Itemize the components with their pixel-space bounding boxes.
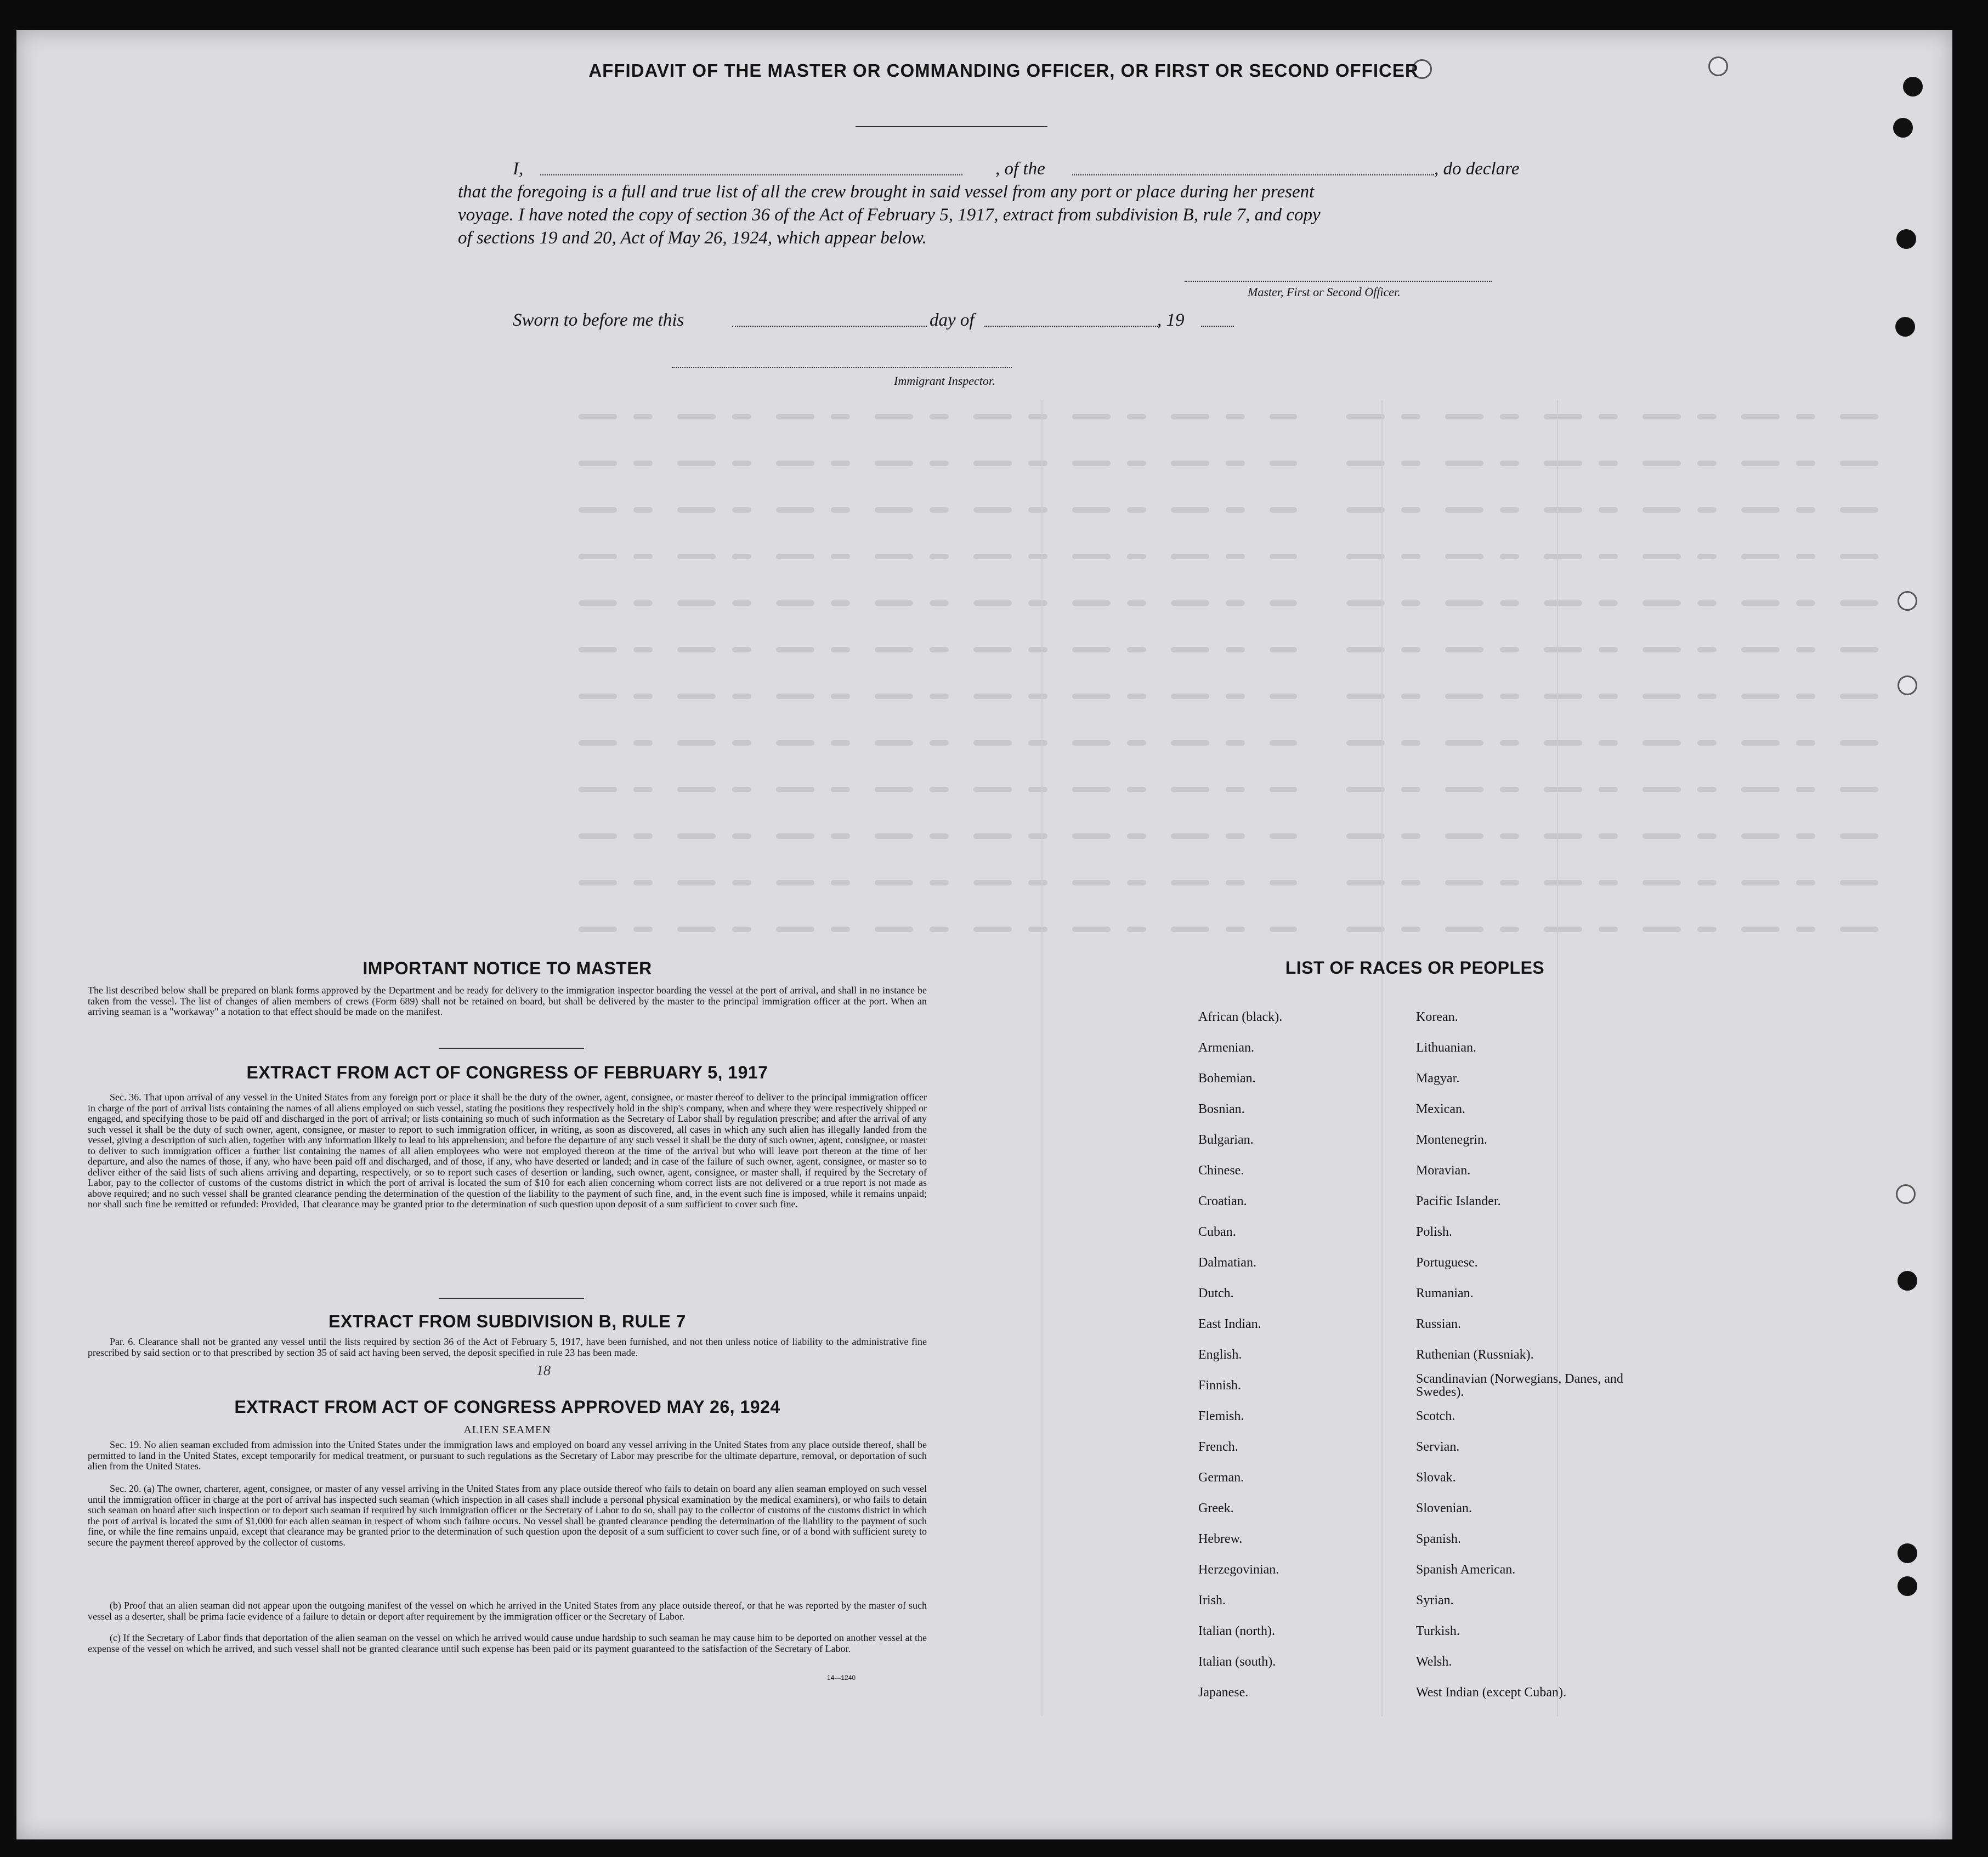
punch-hole-icon — [1893, 118, 1913, 138]
race-item: Spanish. — [1416, 1532, 1462, 1546]
race-item: Hebrew. — [1198, 1532, 1243, 1546]
punch-hole-icon — [1898, 591, 1917, 611]
race-item: Cuban. — [1198, 1225, 1236, 1239]
notice-title: IMPORTANT NOTICE TO MASTER — [363, 958, 652, 978]
race-item: African (black). — [1198, 1010, 1283, 1024]
race-item: Welsh. — [1416, 1655, 1452, 1669]
sworn-line — [513, 309, 1281, 332]
race-item: Mexican. — [1416, 1102, 1465, 1116]
race-item: Bulgarian. — [1198, 1133, 1254, 1147]
affidavit-of-the: , of the — [995, 159, 1045, 179]
sworn-year-field[interactable] — [1201, 325, 1234, 327]
punch-hole-icon — [1896, 1184, 1916, 1204]
punch-hole-icon — [1895, 317, 1915, 337]
race-item: Moravian. — [1416, 1163, 1471, 1178]
act-1917-divider — [439, 1298, 584, 1299]
act-1924-sec19: Sec. 19. No alien seaman excluded from admission into the United States under the immigration laws and employed on board any vessel arriving in the United States from any place outside thereof, shall be permitted to land in the United States, except temporarily for medical treatment, or pursuant to such regulations as the Secretary of Labor may prescribe for the ultimate departure, removal, or deportation of such alien from the United States. — [88, 1439, 927, 1472]
affidavit-title: AFFIDAVIT OF THE MASTER OR COMMANDING OFFICER, OR FIRST OR SECOND OFFICER — [588, 60, 1419, 81]
race-item: Polish. — [1416, 1225, 1453, 1239]
master-signature-label: Master, First or Second Officer. — [1248, 285, 1401, 299]
race-item: Chinese. — [1198, 1163, 1244, 1178]
act-1924-sec20a: Sec. 20. (a) The owner, charterer, agent, consignee, or master of any vessel arriving in the United States from any place outside thereof who fails to detain on board any alien seaman employed on such vessel until the immigration officer in charge at the port of arrival has inspected such seaman (which inspection in all cases shall include a personal physical examination by the medical examiners), or who fails to detain such seaman on board after such inspection or to deport such seaman if required by such immigration officer or the Secretary of Labor to do so, shall pay to the collector of customs of the customs district in which the port of arrival is located the sum of $1,000 for each alien seaman in respect of whom such failure occurs. No vessel shall be granted clearance pending the determination of the liability to the payment of such fine, or while the fine remains unpaid, except that clearance may be granted prior to the determination of such question upon the deposit of a sum sufficient to cover such fine, or of a bond with sufficient surety to secure the payment thereof approved by the collector of customs. — [88, 1483, 927, 1548]
race-item: Flemish. — [1198, 1409, 1244, 1423]
race-item: Dutch. — [1198, 1286, 1234, 1301]
rule7-text: Par. 6. Clearance shall not be granted any vessel until the lists required by section 36 of the Act of February 5, 1917, have been furnished, and not then unless notice of liability to the administrative fine prescribed by said section or to that prescribed by section 35 of said act having been served, the deposit specified in rule 23 has been made. — [88, 1336, 927, 1358]
sworn-day-field[interactable] — [732, 325, 927, 327]
race-item: Spanish American. — [1416, 1563, 1516, 1577]
race-item: Syrian. — [1416, 1593, 1454, 1608]
sworn-prefix: Sworn to before me this — [513, 310, 684, 330]
form-number: 14—1240 — [827, 1674, 856, 1682]
race-item: Japanese. — [1198, 1685, 1249, 1700]
race-item: East Indian. — [1198, 1317, 1261, 1331]
race-item: Scotch. — [1416, 1409, 1455, 1423]
race-item: West Indian (except Cuban). — [1416, 1685, 1566, 1700]
punch-hole-icon — [1708, 56, 1728, 76]
race-item: Bohemian. — [1198, 1071, 1256, 1086]
race-item: Pacific Islander. — [1416, 1194, 1501, 1208]
race-item: Servian. — [1416, 1440, 1460, 1454]
sworn-month-field[interactable] — [984, 325, 1160, 327]
notice-divider — [439, 1048, 584, 1049]
inspector-signature-field[interactable] — [672, 366, 1012, 368]
race-item: Irish. — [1198, 1593, 1226, 1608]
race-item: Ruthenian (Russniak). — [1416, 1348, 1534, 1362]
sworn-year: , 19 — [1157, 310, 1185, 330]
declarant-name-field[interactable] — [540, 174, 962, 175]
title-underline — [856, 126, 1047, 127]
act-1917-text: Sec. 36. That upon arrival of any vessel in the United States from any foreign port or place it shall be the duty of the owner, agent, consignee, or master thereof to deliver to the principal immigration officer in charge of the port of arrival lists containing the names of all aliens employed on such vessel, stating the positions they respectively hold in the ship's company, when and where they were respectively shipped or engaged, and specifying those to be paid off and discharged in the port of arrival; or lists containing so much of such information as the Secretary of Labor shall by regulation prescribe; and after the arrival of any such vessel it shall be the duty of such owner, agent, consignee, or master to report to such immigration officer, in writing, as soon as discovered, all cases in which any such alien has illegally landed from the vessel, giving a description of such alien, together with any information likely to lead to his apprehension; and before the departure of any such vessel it shall be the duty of such owner, agent, consignee, or master to deliver to such immigration officer a further list containing the names of all alien employees who were not employed thereon at the time of the arrival but who will leave port thereon at the time of her departure, and also the names of those, if any, who have been paid off and discharged, and of those, if any, who have deserted or landed; and in case of the failure of such owner, agent, consignee, or master so to deliver either of the said lists of such aliens arriving and departing, respectively, or so to report such cases of desertion or landing, such owner, agent, consignee, or master shall, if required by the Secretary of Labor, pay to the collector of customs of the customs district in which the port of arrival is located the sum of $10 for each alien concerning whom correct lists are not delivered or a true report is not made as above required; and no such vessel shall be granted clearance pending the determination of the question of the liability to the payment of such fine, and, in the event such fine is imposed, while it remains unpaid; nor shall such fine be remitted or refunded: Provided, That clearance may be granted prior to the determination of such question upon deposit of a sum sufficient to cover such fine. — [88, 1092, 927, 1209]
master-signature-field[interactable] — [1185, 280, 1492, 282]
race-item: English. — [1198, 1348, 1242, 1362]
race-item: Turkish. — [1416, 1624, 1460, 1638]
punch-hole-icon — [1898, 1271, 1917, 1291]
race-item: Korean. — [1416, 1010, 1458, 1024]
affidavit-line-4: of sections 19 and 20, Act of May 26, 1924, which appear below. — [458, 228, 927, 248]
race-item: Herzegovinian. — [1198, 1563, 1279, 1577]
race-item: Armenian. — [1198, 1041, 1254, 1055]
punch-hole-icon — [1898, 1576, 1917, 1596]
act-1917-title: EXTRACT FROM ACT OF CONGRESS OF FEBRUARY 5, 1917 — [246, 1063, 768, 1082]
notice-text: The list described below shall be prepared on blank forms approved by the Department and be ready for delivery to the immigration inspector boarding the vessel at the port of arrival, and shall in no instance be taken from the vessel. The list of changes of alien members of crews (Form 689) shall not be retained on board, but shall be delivered by the master to the principal immigration officer at the port. When an arriving seaman is a "workaway" a notation to that effect should be made on the manifest. — [88, 985, 927, 1017]
race-item: Portuguese. — [1416, 1256, 1478, 1270]
punch-hole-icon — [1896, 229, 1916, 249]
race-item: Lithuanian. — [1416, 1041, 1476, 1055]
punch-hole-icon — [1903, 77, 1923, 96]
race-item: Greek. — [1198, 1501, 1234, 1515]
race-item: Russian. — [1416, 1317, 1462, 1331]
affidavit-line-2: that the foregoing is a full and true list of all the crew brought in said vessel from any port or place during her present — [458, 182, 1315, 202]
races-title: LIST OF RACES OR PEOPLES — [1285, 958, 1545, 978]
race-item: Slovenian. — [1416, 1501, 1472, 1515]
race-item: Montenegrin. — [1416, 1133, 1487, 1147]
race-item: Finnish. — [1198, 1378, 1242, 1393]
affidavit-line-3: voyage. I have noted the copy of section 36 of the Act of February 5, 1917, extract from subdivision B, rule 7, and copy — [458, 205, 1321, 225]
punch-hole-icon — [1898, 675, 1917, 695]
affidavit-declare: , do declare — [1434, 159, 1520, 179]
vessel-name-field[interactable] — [1072, 174, 1434, 175]
race-item: German. — [1198, 1470, 1244, 1485]
act-1924-subtitle: ALIEN SEAMEN — [463, 1424, 551, 1436]
handwritten-margin-mark: 18 — [536, 1362, 551, 1378]
inspector-label: Immigrant Inspector. — [894, 374, 995, 388]
race-item: Italian (north). — [1198, 1624, 1275, 1638]
sworn-day-of: day of — [930, 310, 975, 330]
race-item: Scandinavian (Norwegians, Danes, and Swedes). — [1416, 1372, 1623, 1399]
race-item: Bosnian. — [1198, 1102, 1245, 1116]
race-item: Dalmatian. — [1198, 1256, 1256, 1270]
race-item: Rumanian. — [1416, 1286, 1474, 1301]
race-item: Magyar. — [1416, 1071, 1460, 1086]
race-item: Croatian. — [1198, 1194, 1247, 1208]
race-item: Slovak. — [1416, 1470, 1456, 1485]
races-left-column — [1198, 1002, 1407, 1708]
race-item: French. — [1198, 1440, 1238, 1454]
act-1924-sec20c: (c) If the Secretary of Labor finds that deportation of the alien seaman on the vessel on which he arrived would cause undue hardship to such seaman he may cause him to be deported on another vessel at the expense of the vessel on which he arrived, and such vessel shall not be granted clearance until such expense has been paid or its payment guaranteed to the satisfaction of the Secretary of Labor. — [88, 1632, 927, 1654]
race-item: Italian (south). — [1198, 1655, 1276, 1669]
races-right-column — [1416, 1002, 1646, 1708]
affidavit-line-1 — [513, 157, 1533, 180]
affidavit-i: I, — [513, 159, 524, 179]
act-1924-sec20b: (b) Proof that an alien seaman did not appear upon the outgoing manifest of the vessel on which he arrived in the United States from any place outside thereof, or that he was reported by the master of such vessel as a deserter, shall be prima facie evidence of a failure to detain or deport after requirement by the immigration officer or the Secretary of Labor. — [88, 1600, 927, 1622]
punch-hole-icon — [1898, 1543, 1917, 1563]
rule7-title: EXTRACT FROM SUBDIVISION B, RULE 7 — [328, 1311, 686, 1331]
act-1924-title: EXTRACT FROM ACT OF CONGRESS APPROVED MAY 26, 1924 — [234, 1397, 780, 1417]
